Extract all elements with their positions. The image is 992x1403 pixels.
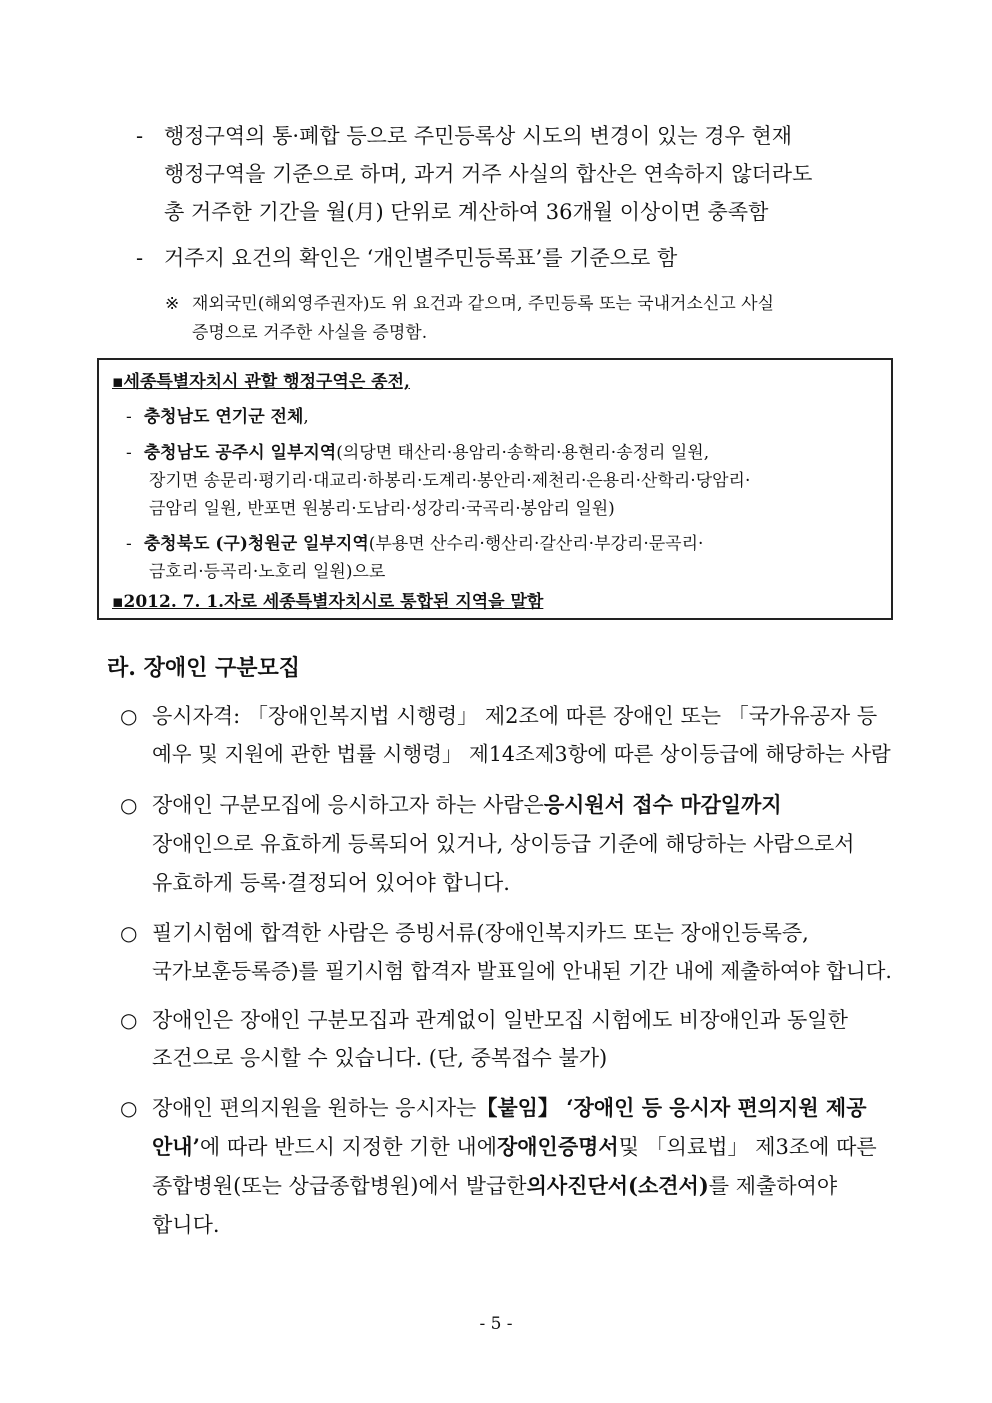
para-text: 조건으로 응시할 수 있습니다. (단, 중복접수 불가) xyxy=(152,1046,608,1070)
para-line xyxy=(152,1172,837,1200)
para-text: 장애인 편의지원을 원하는 응시자는 xyxy=(152,1096,477,1120)
box-item-bold: 충청남도 공주시 일부지역 xyxy=(143,443,337,463)
page-number: - 5 - xyxy=(479,1314,513,1334)
note-text: 재외국민(해외영주권자)도 위 요건과 같으며, 주민등록 또는 국내거소신고 사실 xyxy=(192,294,774,314)
para-text: 장애인 구분모집에 응시하고자 하는 사람은 xyxy=(152,793,544,817)
box-item xyxy=(126,405,309,429)
bullet-text: 총 거주한 기간을 월(月) 단위로 계산하여 36개월 이상이면 충족함 xyxy=(164,200,769,224)
dash-marker: - xyxy=(126,407,132,427)
para-line xyxy=(152,1133,877,1161)
box-item xyxy=(126,441,709,465)
text-line xyxy=(164,160,897,188)
dash-marker: - xyxy=(126,443,132,463)
box-item-line xyxy=(149,560,385,584)
para-text: 합니다. xyxy=(152,1213,220,1237)
note-line xyxy=(192,321,427,345)
para-line xyxy=(152,830,897,858)
para-line xyxy=(152,1044,607,1072)
para-line xyxy=(152,919,897,947)
note-line xyxy=(192,292,897,316)
para-text: 응시자격: 「장애인복지법 시행령」 제2조에 따른 장애인 또는 「국가유공자 등 xyxy=(152,704,878,728)
section-heading: 라. 장애인 구분모집 xyxy=(107,655,300,681)
para-line xyxy=(152,1094,866,1122)
para-text: 를 제출하여야 xyxy=(708,1174,838,1198)
box-item xyxy=(126,532,703,556)
box-item-bold: 충청남도 연기군 전체 xyxy=(143,407,304,427)
note-text: 증명으로 거주한 사실을 증명함. xyxy=(192,323,428,343)
para-text: 유효하게 등록·결정되어 있어야 합니다. xyxy=(152,871,510,895)
bullet-text: 행정구역을 기준으로 하며, 과거 거주 사실의 합산은 연속하지 않더라도 xyxy=(164,162,813,186)
para-text: 에 따라 반드시 지정한 기한 내에 xyxy=(199,1135,497,1159)
circle-bullet: ○ xyxy=(120,793,138,817)
dash-marker: - xyxy=(126,534,132,554)
text-line xyxy=(164,122,897,150)
box-title xyxy=(112,370,410,394)
para-text: 종합병원(또는 상급종합병원)에서 발급한 xyxy=(152,1174,527,1198)
box-footer xyxy=(112,590,543,614)
text-line xyxy=(164,244,677,272)
box-item-text: 금호리·등곡리·노호리 일원)으로 xyxy=(149,562,386,582)
para-text: 장애인으로 유효하게 등록되어 있거나, 상이등급 기준에 해당하는 사람으로서 xyxy=(152,832,855,856)
para-bold: 【붙임】 ‘장애인 등 응시자 편의지원 제공 xyxy=(476,1095,867,1120)
box-item-line xyxy=(149,497,615,521)
circle-bullet: ○ xyxy=(120,1008,138,1032)
para-text: 국가보훈등록증)를 필기시험 합격자 발표일에 안내된 기간 내에 제출하여야 합니다. xyxy=(152,959,892,983)
para-line xyxy=(152,869,510,897)
box-item-text: (의당면 태산리·용암리·송학리·용현리·송정리 일원, xyxy=(336,443,710,463)
bullet-text: 행정구역의 통·폐합 등으로 주민등록상 시도의 변경이 있는 경우 현재 xyxy=(164,124,793,148)
para-line xyxy=(152,957,897,985)
bullet-text: 거주지 요건의 확인은 ‘개인별주민등록표’를 기준으로 함 xyxy=(164,246,678,270)
para-line xyxy=(152,791,782,819)
para-line xyxy=(152,1006,897,1034)
para-text: 장애인은 장애인 구분모집과 관계없이 일반모집 시험에도 비장애인과 동일한 xyxy=(152,1008,848,1032)
para-line xyxy=(152,740,897,768)
dash-marker: - xyxy=(136,246,144,270)
text-line xyxy=(164,198,768,226)
para-bold: 장애인증명서 xyxy=(496,1134,619,1159)
box-item-text: (부용면 산수리·행산리·갈산리·부강리·문곡리· xyxy=(368,534,704,554)
box-item-text: 장기면 송문리·평기리·대교리·하봉리·도계리·봉안리·제천리·은용리·산학리·당암리· xyxy=(149,471,751,491)
note-mark: ※ xyxy=(165,294,180,314)
para-bold: 의사진단서(소견서) xyxy=(526,1173,709,1198)
para-text: 필기시험에 합격한 사람은 증빙서류(장애인복지카드 또는 장애인등록증, xyxy=(152,921,809,945)
box-item-line xyxy=(149,469,750,493)
circle-bullet: ○ xyxy=(120,704,138,728)
box-item-bold: 충청북도 (구)청원군 일부지역 xyxy=(143,534,369,554)
box-title-text: ▪세종특별자치시 관할 행정구역은 종전, xyxy=(112,372,410,392)
para-bold: 응시원서 접수 마감일까지 xyxy=(543,792,782,817)
para-text: 예우 및 지원에 관한 법률 시행령」 제14조제3항에 따른 상이등급에 해당하는 사람 xyxy=(152,742,891,766)
dash-marker: - xyxy=(136,124,144,148)
box-footer-text: ▪2012. 7. 1.자로 세종특별자치시로 통합된 지역을 말함 xyxy=(112,592,544,612)
box-item-text: , xyxy=(303,407,309,427)
circle-bullet: ○ xyxy=(120,1096,138,1120)
para-bold: 안내’ xyxy=(152,1134,200,1159)
para-text: 및 「의료법」 제3조에 따른 xyxy=(618,1135,877,1159)
para-line xyxy=(152,1211,220,1239)
box-item-text: 금암리 일원, 반포면 원봉리·도남리·성강리·국곡리·봉암리 일원) xyxy=(149,499,615,519)
para-line xyxy=(152,702,897,730)
circle-bullet: ○ xyxy=(120,921,138,945)
